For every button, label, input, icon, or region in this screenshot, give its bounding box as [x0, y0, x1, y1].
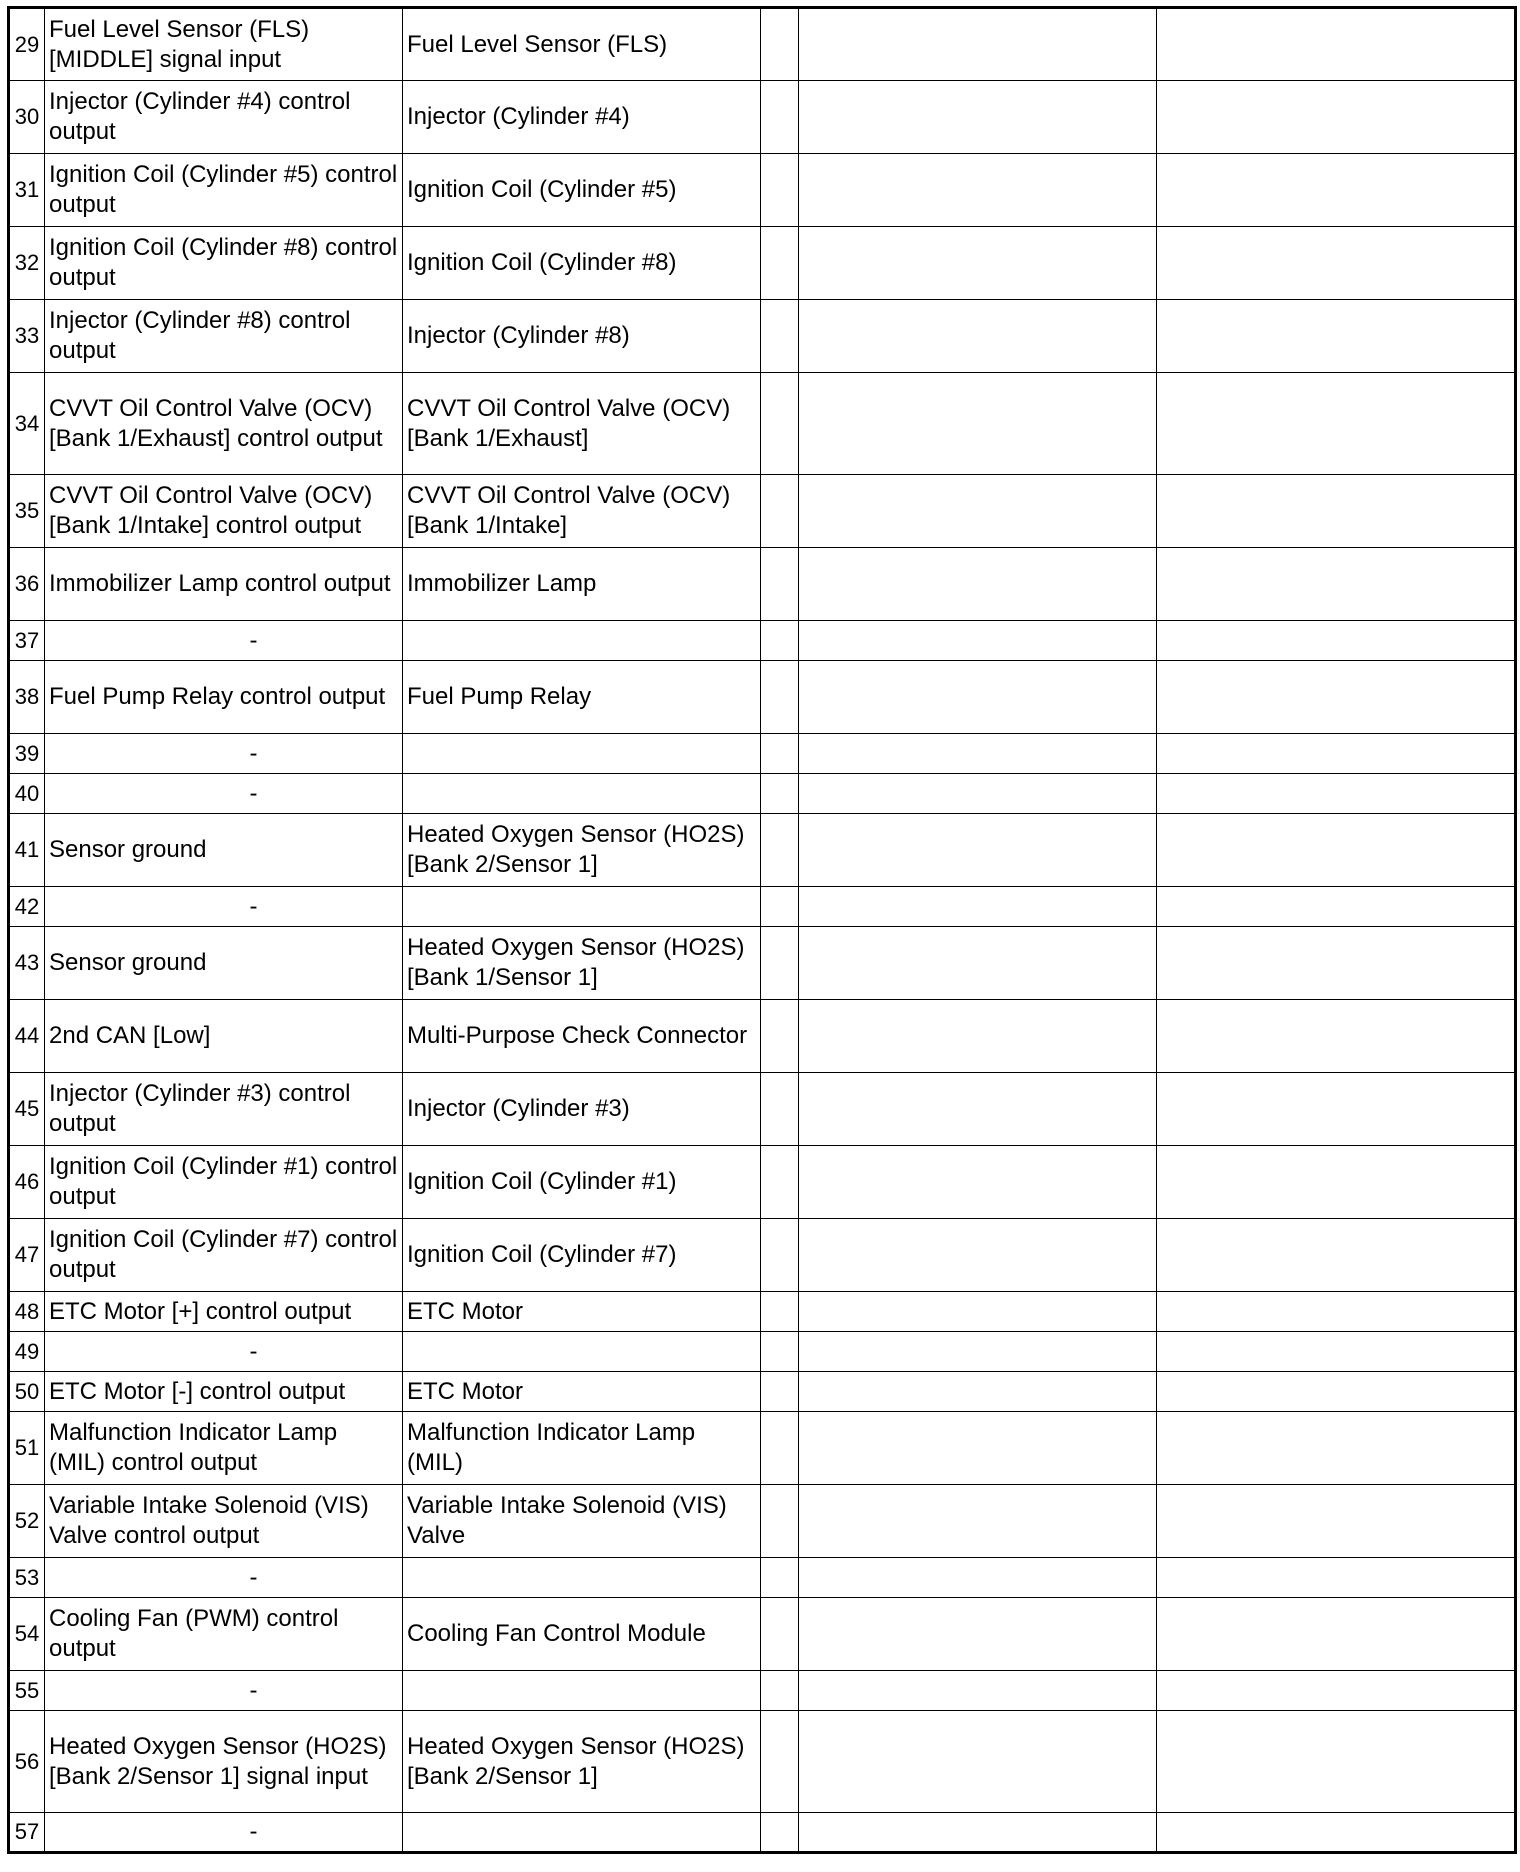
connected-to-cell: Fuel Level Sensor (FLS) [403, 8, 761, 81]
pin-number-cell: 32 [9, 227, 45, 300]
empty-cell [761, 814, 799, 887]
empty-cell [799, 475, 1157, 548]
table-row [9, 300, 1516, 373]
empty-cell [761, 621, 799, 661]
pin-number-cell: 48 [9, 1292, 45, 1332]
table-row [9, 154, 1516, 227]
pin-number-cell: 51 [9, 1412, 45, 1485]
empty-cell [1157, 1412, 1516, 1485]
empty-cell [1157, 81, 1516, 154]
empty-cell [1157, 1000, 1516, 1073]
empty-cell [1157, 927, 1516, 1000]
empty-cell [1157, 1146, 1516, 1219]
pin-number-cell: 40 [9, 774, 45, 814]
empty-cell [799, 661, 1157, 734]
empty-cell [761, 1671, 799, 1711]
description-cell: Ignition Coil (Cylinder #5) control output [45, 154, 403, 227]
description-cell [45, 734, 403, 774]
empty-cell [799, 1000, 1157, 1073]
connected-to-cell: Fuel Pump Relay [403, 661, 761, 734]
connected-to-cell [403, 1671, 761, 1711]
description-cell: Injector (Cylinder #3) control output [45, 1073, 403, 1146]
pin-number-cell: 39 [9, 734, 45, 774]
empty-dash: - [249, 1676, 258, 1704]
pin-number-cell: 49 [9, 1332, 45, 1372]
table-row [9, 1292, 1516, 1332]
empty-cell [761, 1073, 799, 1146]
pin-number-cell: 30 [9, 81, 45, 154]
table-row [9, 734, 1516, 774]
empty-cell [761, 1332, 799, 1372]
description-cell [45, 1671, 403, 1711]
table-row [9, 1146, 1516, 1219]
pin-number-cell: 35 [9, 475, 45, 548]
empty-cell [761, 1813, 799, 1853]
pin-number-cell: 43 [9, 927, 45, 1000]
connected-to-cell: Injector (Cylinder #4) [403, 81, 761, 154]
pin-number-cell: 50 [9, 1372, 45, 1412]
table-row [9, 927, 1516, 1000]
empty-cell [1157, 154, 1516, 227]
empty-cell [799, 1558, 1157, 1598]
description-cell: Ignition Coil (Cylinder #8) control output [45, 227, 403, 300]
pin-number-cell: 36 [9, 548, 45, 621]
description-cell: CVVT Oil Control Valve (OCV) [Bank 1/Intake] control output [45, 475, 403, 548]
description-cell [45, 774, 403, 814]
pin-number-cell: 33 [9, 300, 45, 373]
empty-cell [1157, 1073, 1516, 1146]
description-cell [45, 621, 403, 661]
empty-cell [761, 1558, 799, 1598]
empty-cell [1157, 1598, 1516, 1671]
empty-dash: - [249, 1818, 258, 1845]
connected-to-cell: Immobilizer Lamp [403, 548, 761, 621]
empty-cell [799, 1292, 1157, 1332]
empty-cell [761, 1219, 799, 1292]
empty-cell [799, 1598, 1157, 1671]
table-row [9, 621, 1516, 661]
empty-cell [799, 1219, 1157, 1292]
pin-number-cell: 47 [9, 1219, 45, 1292]
empty-cell [1157, 621, 1516, 661]
empty-cell [761, 927, 799, 1000]
connected-to-cell: Ignition Coil (Cylinder #1) [403, 1146, 761, 1219]
empty-cell [761, 774, 799, 814]
empty-cell [761, 81, 799, 154]
table-row [9, 227, 1516, 300]
connected-to-cell: ETC Motor [403, 1292, 761, 1332]
empty-dash: - [249, 892, 258, 920]
table-row [9, 1000, 1516, 1073]
description-cell: Heated Oxygen Sensor (HO2S) [Bank 2/Sensor 1] signal input [45, 1711, 403, 1813]
empty-cell [1157, 1711, 1516, 1813]
description-cell: Fuel Pump Relay control output [45, 661, 403, 734]
connected-to-cell: Ignition Coil (Cylinder #7) [403, 1219, 761, 1292]
table-row [9, 1558, 1516, 1598]
connected-to-cell [403, 774, 761, 814]
empty-cell [799, 8, 1157, 81]
pin-table [7, 6, 1517, 1854]
connected-to-cell: Heated Oxygen Sensor (HO2S) [Bank 1/Sensor 1] [403, 927, 761, 1000]
empty-cell [761, 1146, 799, 1219]
table-row [9, 887, 1516, 927]
empty-cell [799, 548, 1157, 621]
pin-number-cell: 45 [9, 1073, 45, 1146]
empty-cell [1157, 774, 1516, 814]
pin-number-cell: 46 [9, 1146, 45, 1219]
empty-cell [761, 8, 799, 81]
empty-cell [1157, 661, 1516, 734]
description-cell: Sensor ground [45, 927, 403, 1000]
connected-to-cell: Ignition Coil (Cylinder #8) [403, 227, 761, 300]
description-cell: Sensor ground [45, 814, 403, 887]
description-cell: Malfunction Indicator Lamp (MIL) control output [45, 1412, 403, 1485]
empty-cell [761, 1485, 799, 1558]
connected-to-cell: Injector (Cylinder #3) [403, 1073, 761, 1146]
pin-number-cell: 38 [9, 661, 45, 734]
empty-cell [799, 1671, 1157, 1711]
empty-dash: - [249, 1563, 258, 1591]
description-cell: Fuel Level Sensor (FLS) [MIDDLE] signal input [45, 8, 403, 81]
empty-cell [1157, 227, 1516, 300]
pin-number-cell: 31 [9, 154, 45, 227]
connected-to-cell: Malfunction Indicator Lamp (MIL) [403, 1412, 761, 1485]
empty-cell [761, 661, 799, 734]
empty-cell [761, 300, 799, 373]
table-row [9, 1813, 1516, 1853]
empty-cell [799, 1332, 1157, 1372]
empty-cell [761, 1711, 799, 1813]
empty-cell [799, 1372, 1157, 1412]
table-row [9, 774, 1516, 814]
empty-cell [761, 1292, 799, 1332]
empty-cell [799, 1073, 1157, 1146]
table-row [9, 1219, 1516, 1292]
pin-number-cell: 53 [9, 1558, 45, 1598]
description-cell: Ignition Coil (Cylinder #7) control output [45, 1219, 403, 1292]
empty-cell [761, 1412, 799, 1485]
empty-cell [761, 373, 799, 475]
connected-to-cell: CVVT Oil Control Valve (OCV) [Bank 1/Intake] [403, 475, 761, 548]
table-row [9, 81, 1516, 154]
empty-cell [1157, 1671, 1516, 1711]
description-cell: 2nd CAN [Low] [45, 1000, 403, 1073]
pin-table-body [9, 8, 1516, 1853]
empty-cell [1157, 1485, 1516, 1558]
empty-cell [1157, 1813, 1516, 1853]
empty-cell [799, 1711, 1157, 1813]
empty-cell [761, 154, 799, 227]
connected-to-cell [403, 1558, 761, 1598]
description-cell [45, 1558, 403, 1598]
table-row [9, 1485, 1516, 1558]
empty-cell [1157, 475, 1516, 548]
connected-to-cell [403, 1813, 761, 1853]
empty-dash: - [249, 779, 258, 807]
description-cell: Variable Intake Solenoid (VIS) Valve control output [45, 1485, 403, 1558]
empty-cell [761, 1598, 799, 1671]
empty-cell [799, 81, 1157, 154]
description-cell: Cooling Fan (PWM) control output [45, 1598, 403, 1671]
empty-dash: - [249, 1337, 258, 1365]
empty-cell [1157, 814, 1516, 887]
connected-to-cell: CVVT Oil Control Valve (OCV) [Bank 1/Exhaust] [403, 373, 761, 475]
description-cell [45, 1332, 403, 1372]
empty-cell [799, 927, 1157, 1000]
empty-cell [799, 621, 1157, 661]
table-row [9, 1372, 1516, 1412]
description-cell: Injector (Cylinder #8) control output [45, 300, 403, 373]
pin-number-cell: 29 [9, 8, 45, 81]
empty-cell [1157, 734, 1516, 774]
table-row [9, 548, 1516, 621]
connected-to-cell: Variable Intake Solenoid (VIS) Valve [403, 1485, 761, 1558]
empty-cell [799, 814, 1157, 887]
empty-cell [799, 1813, 1157, 1853]
table-row [9, 1598, 1516, 1671]
empty-cell [1157, 373, 1516, 475]
empty-cell [799, 734, 1157, 774]
empty-cell [799, 227, 1157, 300]
table-row [9, 1332, 1516, 1372]
connected-to-cell [403, 621, 761, 661]
description-cell: Ignition Coil (Cylinder #1) control output [45, 1146, 403, 1219]
table-row [9, 1073, 1516, 1146]
empty-cell [799, 300, 1157, 373]
empty-cell [799, 154, 1157, 227]
empty-cell [761, 887, 799, 927]
description-cell [45, 1813, 403, 1853]
empty-cell [1157, 300, 1516, 373]
connected-to-cell [403, 734, 761, 774]
pin-number-cell: 52 [9, 1485, 45, 1558]
description-cell: ETC Motor [-] control output [45, 1372, 403, 1412]
empty-cell [799, 887, 1157, 927]
description-cell: CVVT Oil Control Valve (OCV) [Bank 1/Exhaust] control output [45, 373, 403, 475]
description-cell: ETC Motor [+] control output [45, 1292, 403, 1332]
table-row [9, 814, 1516, 887]
empty-cell [799, 1412, 1157, 1485]
empty-cell [1157, 887, 1516, 927]
empty-cell [761, 734, 799, 774]
table-row [9, 475, 1516, 548]
table-row [9, 1671, 1516, 1711]
empty-cell [761, 227, 799, 300]
pin-number-cell: 42 [9, 887, 45, 927]
table-row [9, 661, 1516, 734]
connected-to-cell: Heated Oxygen Sensor (HO2S) [Bank 2/Sensor 1] [403, 1711, 761, 1813]
empty-cell [761, 475, 799, 548]
connected-to-cell: Heated Oxygen Sensor (HO2S) [Bank 2/Sensor 1] [403, 814, 761, 887]
empty-cell [1157, 1332, 1516, 1372]
empty-cell [1157, 1292, 1516, 1332]
empty-dash: - [249, 739, 258, 767]
pin-number-cell: 56 [9, 1711, 45, 1813]
pin-number-cell: 54 [9, 1598, 45, 1671]
connected-to-cell: Cooling Fan Control Module [403, 1598, 761, 1671]
empty-cell [1157, 8, 1516, 81]
pin-number-cell: 41 [9, 814, 45, 887]
description-cell: Immobilizer Lamp control output [45, 548, 403, 621]
pin-number-cell: 34 [9, 373, 45, 475]
empty-dash: - [249, 626, 258, 654]
connected-to-cell [403, 1332, 761, 1372]
empty-cell [1157, 1372, 1516, 1412]
table-row [9, 8, 1516, 81]
table-row [9, 1711, 1516, 1813]
pin-number-cell: 57 [9, 1813, 45, 1853]
table-row [9, 1412, 1516, 1485]
empty-cell [799, 774, 1157, 814]
connected-to-cell: Multi-Purpose Check Connector [403, 1000, 761, 1073]
connected-to-cell: ETC Motor [403, 1372, 761, 1412]
pin-number-cell: 37 [9, 621, 45, 661]
empty-cell [799, 1146, 1157, 1219]
pin-number-cell: 55 [9, 1671, 45, 1711]
empty-cell [761, 1000, 799, 1073]
empty-cell [1157, 548, 1516, 621]
table-row [9, 373, 1516, 475]
empty-cell [799, 373, 1157, 475]
empty-cell [799, 1485, 1157, 1558]
connected-to-cell: Ignition Coil (Cylinder #5) [403, 154, 761, 227]
empty-cell [1157, 1219, 1516, 1292]
description-cell [45, 887, 403, 927]
pin-number-cell: 44 [9, 1000, 45, 1073]
connected-to-cell: Injector (Cylinder #8) [403, 300, 761, 373]
empty-cell [761, 548, 799, 621]
empty-cell [761, 1372, 799, 1412]
description-cell: Injector (Cylinder #4) control output [45, 81, 403, 154]
empty-cell [1157, 1558, 1516, 1598]
connected-to-cell [403, 887, 761, 927]
